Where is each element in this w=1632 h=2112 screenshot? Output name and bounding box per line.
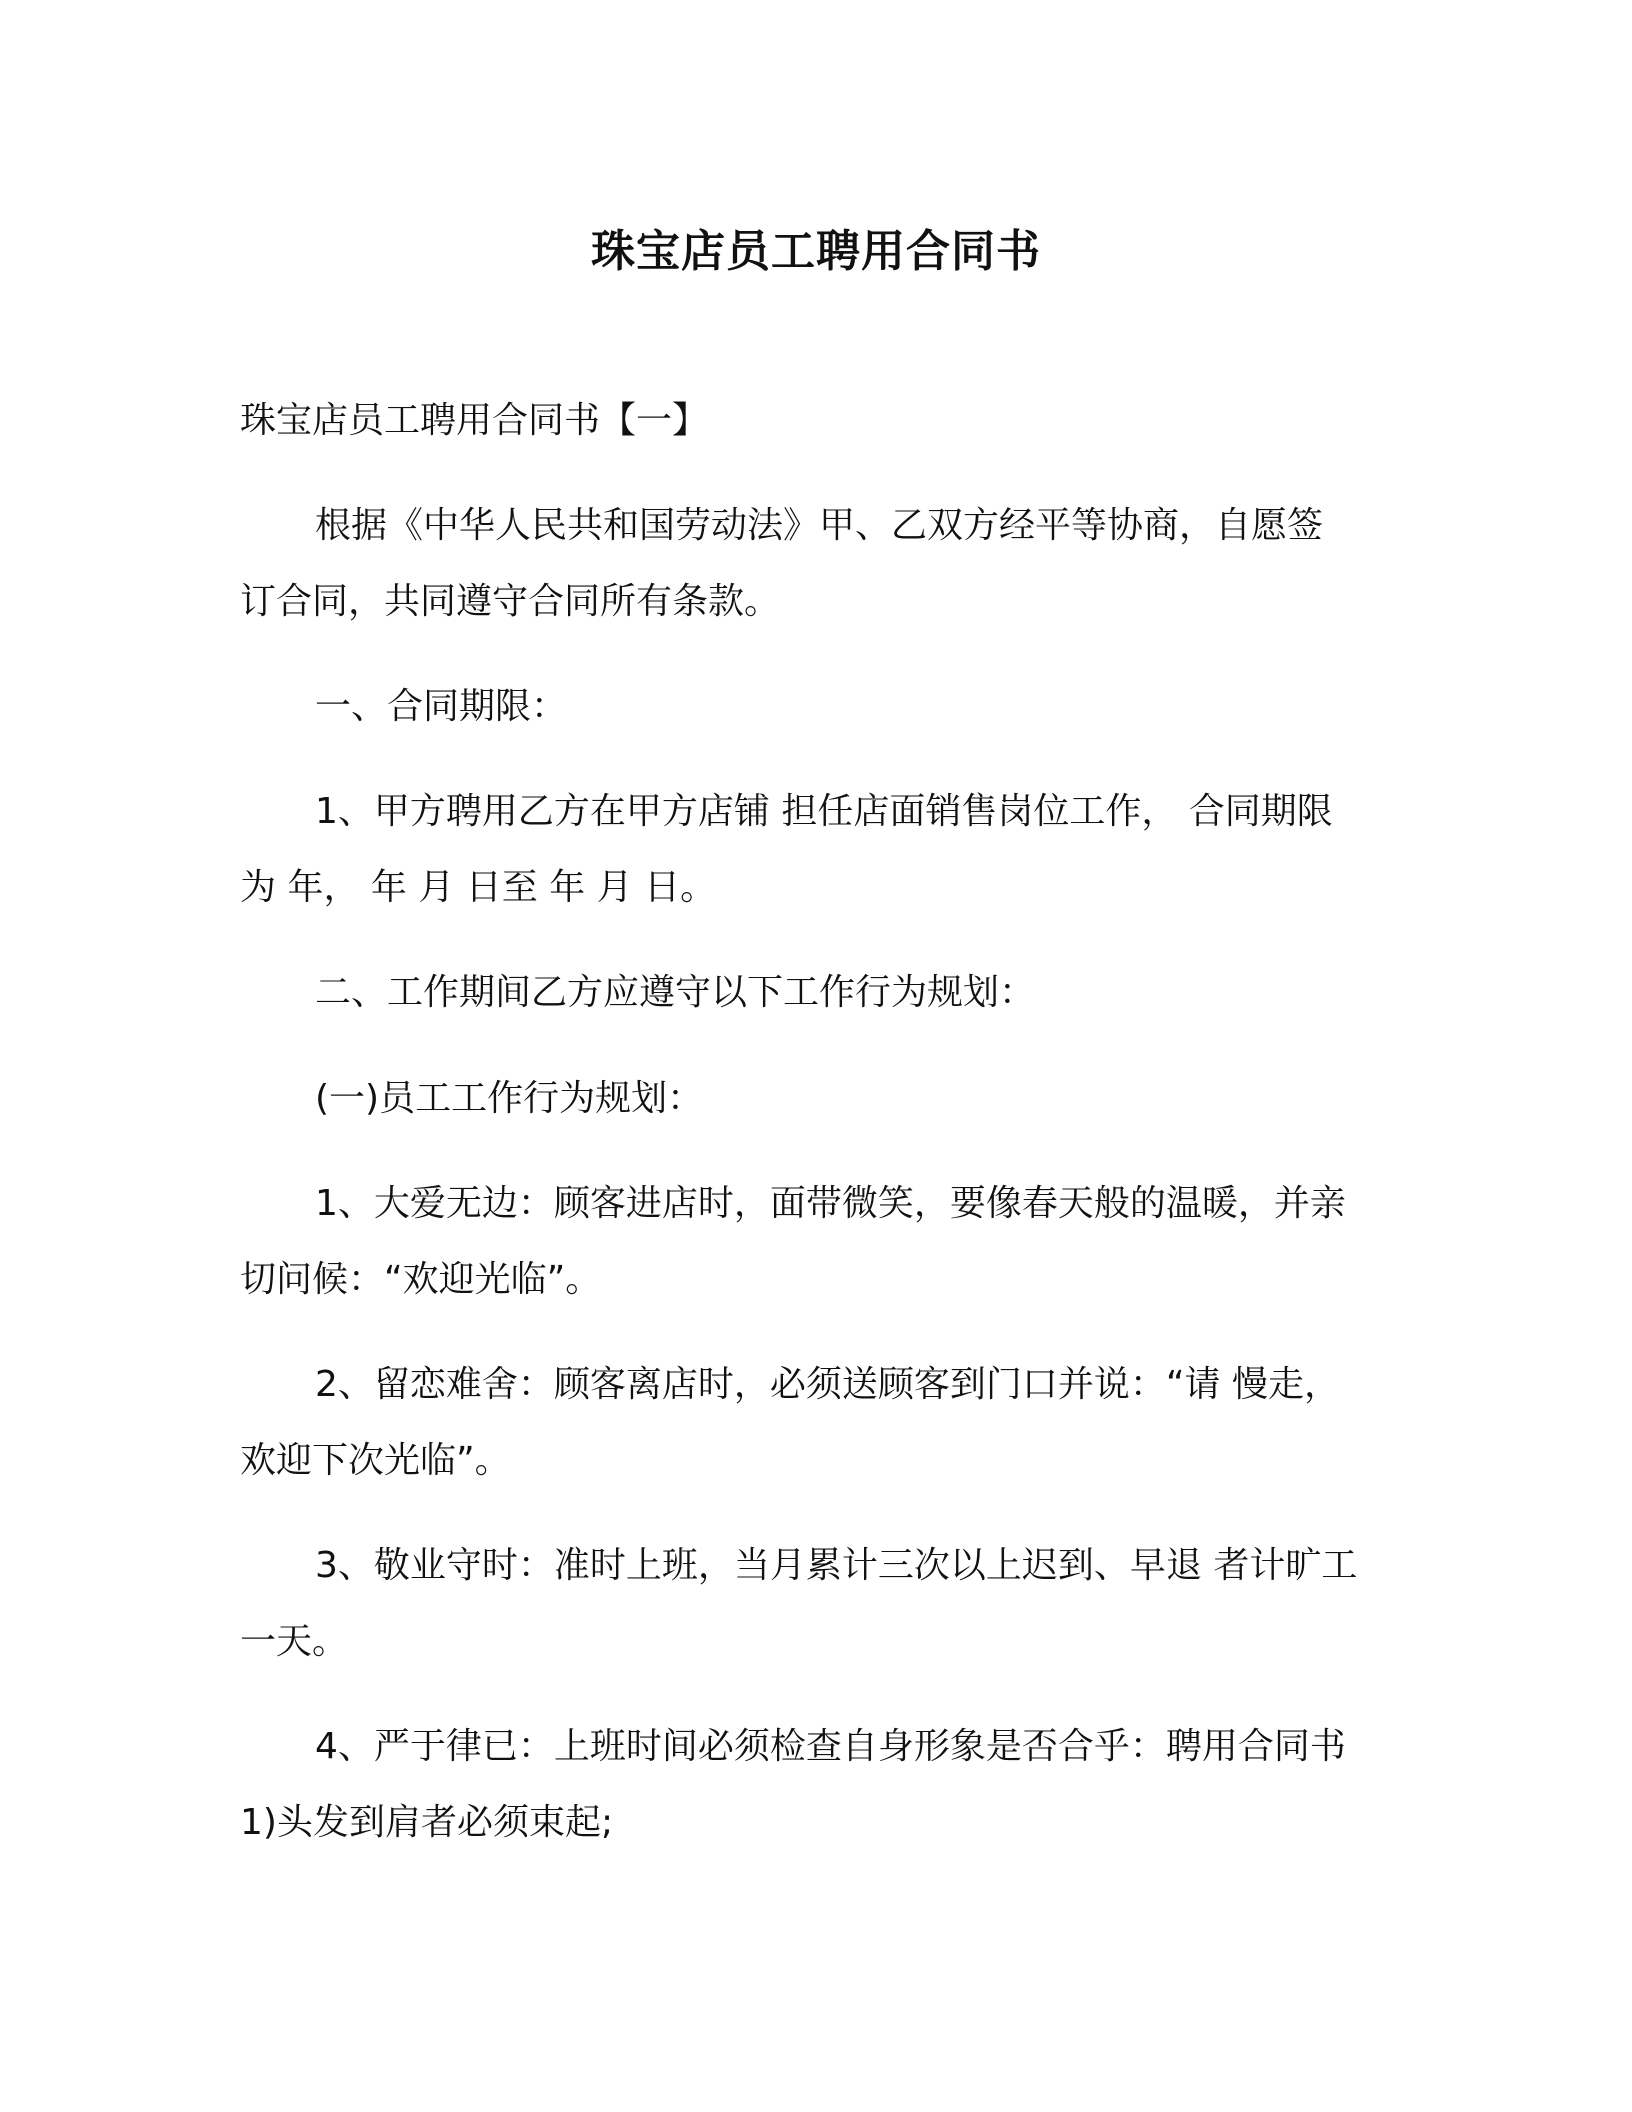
paragraph-line: 1、甲方聘用乙方在甲方店铺 担任店面销售岗位工作， 合同期限 [315,791,1333,832]
paragraph-line: 一、合同期限： [315,686,568,727]
document-title: 珠宝店员工聘用合同书 [591,226,1041,277]
paragraph-line: 为 年， 年 月 日至 年 月 日。 [240,867,717,908]
paragraph-line: 1)头发到肩者必须束起; [240,1802,614,1843]
paragraph-line: 一天。 [240,1621,349,1662]
paragraph-line: 1、大爱无边：顾客进店时，面带微笑，要像春天般的温暖，并亲 [315,1183,1346,1224]
paragraph-line: 切问候：“欢迎光临”。 [240,1259,602,1300]
paragraph-line: 订合同，共同遵守合同所有条款。 [240,581,781,622]
paragraph-line: 欢迎下次光临”。 [240,1440,511,1481]
paragraph-line: 二、工作期间乙方应遵守以下工作行为规划： [315,972,1036,1013]
paragraph-line: 4、严于律已：上班时间必须检查自身形象是否合乎：聘用合同书 [315,1726,1346,1767]
paragraph-line: (一)员工工作行为规划： [315,1078,704,1119]
paragraph-line: 2、留恋难舍：顾客离店时，必须送顾客到门口并说：“请 慢走， [315,1364,1340,1405]
section-heading: 珠宝店员工聘用合同书【一】 [240,400,709,441]
paragraph-line: 3、敬业守时：准时上班，当月累计三次以上迟到、早退 者计旷工 [315,1545,1358,1586]
paragraph-line: 根据《中华人民共和国劳动法》甲、乙双方经平等协商，自愿签 [315,505,1324,546]
